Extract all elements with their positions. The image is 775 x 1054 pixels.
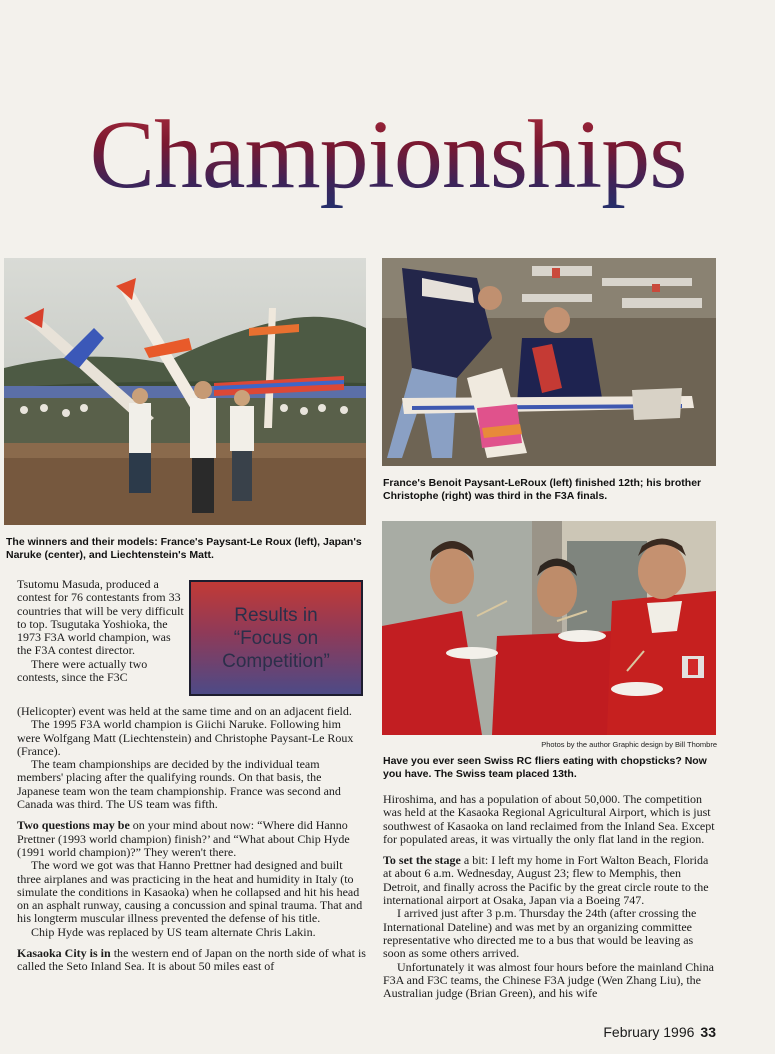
- photo-icon: [382, 521, 716, 735]
- body-paragraph: To set the stage a bit: I left my home in Fort Walton Beach, Florida at about 6 a.m. Wednesday, August 23; flew to Memphis, then Detroit, and finally across the Pacific by the great circle route to the international airport at Osaka, Japan via a Boeing 747.: [383, 853, 709, 908]
- photo-icon: [382, 258, 716, 466]
- photo-icon: [4, 258, 366, 525]
- body-paragraph: Hiroshima, and has a population of about 50,000. The competition was held at the Kasaoka Regional Agricultural Airport, which is just southwest of Kasaoka on land reclaimed from the Inland Sea. Except for populated areas, it was virtually the only flat land in the region.: [383, 792, 715, 846]
- caption-winners: The winners and their models: France's Paysant-Le Roux (left), Japan's Naruke (center), and Liechtenstein's Matt.: [6, 536, 362, 561]
- page-number: 33: [700, 1024, 716, 1040]
- photo-credit: Photos by the author Graphic design by Bill Thombre: [541, 740, 717, 749]
- results-callout-box: [189, 580, 363, 696]
- caption-paysant-leroux: France's Benoit Paysant-LeRoux (left) finished 12th; his brother Christophe (right) was third in the F3A finals.: [383, 477, 702, 502]
- results-callout-text: Results in “Focus on Competition”: [222, 604, 330, 672]
- body-column-left: [17, 705, 367, 974]
- run-in-head: Two questions may be: [17, 818, 130, 833]
- body-paragraph: Tsutomu Masuda, produced a contest for 76 contestants from 33 countries that will be very difficult to top. Tsugutaka Yoshioka, the 1973 F3A world champion, was the F3A contest director.: [17, 577, 184, 658]
- caption-swiss-team: Have you ever seen Swiss RC fliers eating with chopsticks? Now you have. The Swiss team placed 13th.: [383, 755, 707, 780]
- photo-winners-with-models: [4, 258, 366, 525]
- body-paragraph: (Helicopter) event was held at the same time and on an adjacent field.: [17, 704, 352, 718]
- body-paragraph: The team championships are decided by the individual team members' placing after the qualifying rounds. On that basis, the Japanese team won the team championship. France was second and Canada was third. The US team was fifth.: [17, 757, 341, 812]
- body-paragraph: There were actually two contests, since the F3C: [17, 656, 148, 685]
- page-folio: [560, 1024, 716, 1040]
- body-paragraph: Unfortunately it was almost four hours before the mainland China F3A and F3C teams, the Chinese F3A judge (Wen Zhang Liu), the Australian judge (Brian Green), and his wife: [383, 959, 714, 1001]
- issue-date: February 1996: [603, 1024, 695, 1040]
- body-paragraph: Chip Hyde was replaced by US team alternate Chris Lakin.: [31, 924, 316, 939]
- body-column-right: [383, 793, 717, 1000]
- run-in-head: Kasaoka City is in: [17, 946, 111, 961]
- body-paragraph: The 1995 F3A world champion is Giichi Naruke. Following him were Wolfgang Matt (Liechtenstein) and Christophe Paysant-Le Roux (France).: [17, 717, 354, 758]
- body-paragraph: Kasaoka City is in the western end of Japan on the north side of what is called the Seto Inland Sea. It is about 50 miles east of: [17, 946, 366, 974]
- body-paragraph: Two questions may be on your mind about now: “Where did Hanno Prettner (1993 world champion) finish?’ and “What about Chip Hyde (1991 world champion)?” They weren't there.: [17, 818, 350, 859]
- body-paragraph: I arrived just after 3 p.m. Thursday the 24th (after crossing the International Dateline) and was met by an organizing committee representative who directed me to a bus that would be leaving as soon as some others arrived.: [383, 906, 697, 961]
- run-in-head: To set the stage: [383, 853, 461, 868]
- photo-paysant-leroux-brothers: [382, 258, 716, 466]
- body-column-left-top: [17, 578, 187, 684]
- body-paragraph: The word we got was that Hanno Prettner had designed and built three airplanes and was practicing in the heat and humidity in Italy (to simulate the conditions in Kasaoka) when he collapsed and hit his head on an asphalt runway, causing a concussion and spinal trauma. That and his longterm muscular illness prevented the defense of his title.: [17, 858, 363, 926]
- photo-swiss-team-chopsticks: [382, 521, 716, 735]
- page-title: Championships: [18, 100, 758, 210]
